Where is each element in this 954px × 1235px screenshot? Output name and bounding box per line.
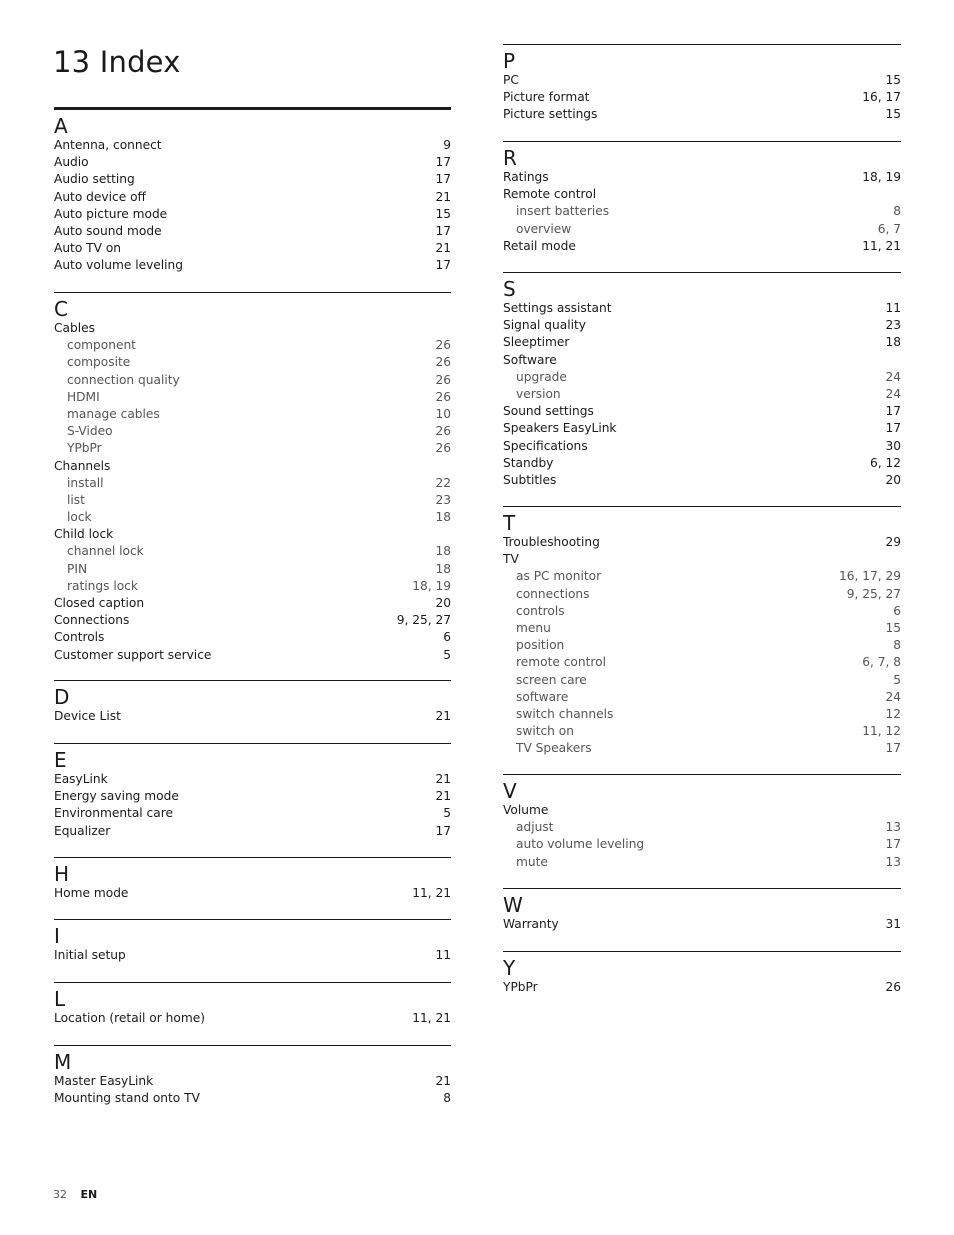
index-subentry [54, 389, 451, 406]
index-section-h [54, 857, 451, 902]
index-subentry [503, 836, 901, 853]
index-subentry [54, 561, 451, 578]
entry-pages: 24 [885, 369, 901, 384]
entry-pages: 13 [885, 820, 901, 835]
entry-label: Subtitles [503, 472, 557, 487]
index-entry [503, 300, 901, 317]
index-section-t [503, 506, 901, 757]
index-entry [503, 403, 901, 420]
index-entry [54, 947, 451, 964]
entry-label: Standby [503, 455, 554, 470]
entry-label: Initial setup [54, 948, 126, 962]
entry-pages: 17 [885, 404, 901, 419]
index-subentry [54, 337, 451, 354]
entry-label: Signal quality [503, 318, 587, 333]
index-entry [503, 352, 901, 369]
entry-pages: 6, 7, 8 [862, 655, 901, 670]
section-divider [503, 506, 901, 507]
section-divider [54, 292, 451, 293]
index-entry [503, 472, 901, 489]
entry-label: Equalizer [54, 823, 111, 838]
index-entry [54, 171, 451, 188]
entry-label: Cables [54, 321, 95, 335]
entry-label: Auto picture mode [54, 206, 168, 221]
index-subentry [503, 672, 901, 689]
entry-label: ratings lock [67, 578, 138, 593]
index-entry [54, 805, 451, 822]
index-entry [54, 206, 451, 223]
index-entry [503, 802, 901, 819]
index-subentry [503, 568, 901, 585]
entry-pages: 18 [435, 510, 451, 525]
entry-pages: 9, 25, 27 [846, 586, 901, 601]
entry-label: EasyLink [54, 772, 108, 786]
index-subentry [503, 603, 901, 620]
index-section-c [54, 292, 451, 664]
entry-pages: 11, 21 [862, 238, 901, 253]
entry-label: Auto volume leveling [54, 258, 184, 273]
index-subentry [503, 654, 901, 671]
entry-pages: 12 [885, 706, 901, 721]
index-entry [54, 1010, 451, 1027]
entry-label: PC [503, 73, 519, 87]
entry-label: Home mode [54, 886, 129, 900]
entry-pages: 17 [435, 258, 451, 273]
entry-pages: 26 [435, 372, 451, 387]
index-subentry [54, 372, 451, 389]
section-letter: Y [503, 956, 516, 980]
index-entry [54, 458, 451, 475]
entry-label: Closed caption [54, 596, 145, 610]
entry-label: TV Speakers [516, 741, 592, 756]
entry-label: component [67, 338, 136, 353]
entry-label: list [67, 492, 85, 507]
index-entry [503, 238, 901, 255]
index-entry [503, 89, 901, 106]
entry-pages: 26 [435, 389, 451, 404]
index-entry [54, 526, 451, 543]
entry-pages: 17 [435, 823, 451, 838]
index-entry [503, 317, 901, 334]
language-code: EN [80, 1188, 98, 1201]
entry-label: Energy saving mode [54, 789, 179, 804]
entry-label: screen care [516, 672, 587, 687]
entry-pages: 15 [885, 73, 901, 87]
entry-pages: 8 [893, 638, 901, 653]
entry-label: mute [516, 854, 548, 869]
entry-label: overview [516, 221, 572, 236]
entry-label: install [67, 475, 104, 490]
index-subentry [503, 369, 901, 386]
section-divider [503, 951, 901, 952]
entry-pages: 9, 25, 27 [396, 613, 451, 628]
index-section-a [54, 107, 451, 275]
section-letter: L [54, 987, 66, 1011]
section-divider [54, 680, 451, 681]
entry-label: Audio [54, 155, 89, 170]
section-divider [503, 272, 901, 273]
entry-pages: 20 [885, 472, 901, 487]
entry-label: PIN [67, 561, 88, 576]
index-subentry [503, 854, 901, 871]
section-letter: S [503, 277, 516, 301]
section-divider [54, 919, 451, 920]
index-entry [54, 1090, 451, 1107]
entry-label: Audio setting [54, 172, 135, 187]
index-entry [503, 186, 901, 203]
entry-pages: 15 [885, 620, 901, 635]
section-letter: M [54, 1050, 72, 1074]
entry-pages: 5 [443, 806, 451, 821]
entry-pages: 21 [435, 772, 451, 786]
entry-pages: 10 [435, 406, 451, 421]
index-subentry [503, 203, 901, 220]
entry-label: software [516, 689, 569, 704]
entry-pages: 24 [885, 386, 901, 401]
entry-pages: 21 [435, 1074, 451, 1088]
index-entry [54, 189, 451, 206]
index-entry [54, 240, 451, 257]
index-entry [54, 771, 451, 788]
entry-label: Settings assistant [503, 301, 612, 315]
entry-label: Auto device off [54, 189, 146, 204]
entry-label: switch on [516, 724, 574, 739]
index-entry [503, 916, 901, 933]
entry-label: Sound settings [503, 404, 594, 419]
entry-pages: 18, 19 [412, 578, 451, 593]
entry-label: auto volume leveling [516, 837, 645, 852]
index-entry [54, 788, 451, 805]
page-title [53, 44, 181, 80]
entry-label: Child lock [54, 527, 114, 542]
index-entry [54, 629, 451, 646]
entry-label: Volume [503, 803, 549, 817]
entry-pages: 15 [885, 107, 901, 122]
entry-label: Auto TV on [54, 241, 122, 256]
entry-label: manage cables [67, 406, 160, 421]
entry-label: Ratings [503, 170, 549, 184]
entry-label: Remote control [503, 187, 597, 202]
entry-pages: 21 [435, 709, 451, 723]
entry-label: Antenna, connect [54, 138, 162, 152]
entry-label: Picture settings [503, 107, 598, 122]
index-entry [54, 1073, 451, 1090]
index-entry [54, 612, 451, 629]
index-section-e [54, 743, 451, 840]
index-subentry [54, 406, 451, 423]
index-entry [54, 257, 451, 274]
entry-label: as PC monitor [516, 569, 602, 584]
entry-pages: 16, 17 [862, 90, 901, 105]
entry-label: connections [516, 586, 590, 601]
entry-pages: 6 [443, 630, 451, 645]
entry-label: YPbPr [503, 980, 538, 994]
entry-label: composite [67, 355, 131, 370]
index-entry [54, 137, 451, 154]
section-divider [54, 982, 451, 983]
entry-pages: 17 [435, 155, 451, 170]
entry-pages: 18 [435, 561, 451, 576]
entry-label: Customer support service [54, 647, 212, 662]
entry-label: S-Video [67, 424, 113, 439]
index-subentry [54, 578, 451, 595]
entry-pages: 17 [885, 741, 901, 756]
index-section-l [54, 982, 451, 1027]
index-section-p [503, 44, 901, 124]
section-letter: E [54, 748, 67, 772]
index-subentry [503, 819, 901, 836]
index-entry [54, 320, 451, 337]
index-subentry [503, 740, 901, 757]
entry-pages: 16, 17, 29 [838, 569, 901, 584]
section-letter: H [54, 862, 70, 886]
entry-label: YPbPr [67, 441, 102, 456]
entry-pages: 6 [893, 603, 901, 618]
entry-label: Speakers EasyLink [503, 421, 617, 436]
entry-pages: 11 [435, 948, 451, 962]
index-subentry [503, 620, 901, 637]
index-subentry [503, 637, 901, 654]
section-letter: A [54, 114, 68, 138]
entry-label: Device List [54, 709, 121, 723]
entry-pages: 17 [885, 837, 901, 852]
section-divider [503, 44, 901, 45]
entry-pages: 8 [893, 204, 901, 219]
index-subentry [503, 386, 901, 403]
entry-label: Specifications [503, 438, 588, 453]
entry-pages: 11, 12 [862, 724, 901, 739]
entry-label: adjust [516, 820, 554, 835]
chapter-number: 13 [53, 45, 91, 79]
entry-pages: 18 [435, 544, 451, 559]
entry-label: Channels [54, 458, 111, 473]
entry-label: Warranty [503, 917, 559, 931]
entry-pages: 17 [435, 223, 451, 238]
entry-label: lock [67, 510, 92, 525]
index-subentry [54, 475, 451, 492]
index-section-v [503, 774, 901, 871]
index-subentry [503, 586, 901, 603]
entry-label: controls [516, 603, 565, 618]
entry-pages: 9 [443, 138, 451, 152]
entry-label: version [516, 386, 561, 401]
section-letter: I [54, 924, 60, 948]
page-footer [53, 1188, 97, 1201]
index-entry [503, 455, 901, 472]
entry-label: Software [503, 352, 557, 367]
index-entry [503, 979, 901, 996]
entry-label: Location (retail or home) [54, 1011, 205, 1025]
entry-pages: 26 [435, 355, 451, 370]
index-subentry [503, 689, 901, 706]
section-divider [54, 1045, 451, 1046]
index-entry [54, 154, 451, 171]
entry-pages: 30 [885, 438, 901, 453]
entry-label: insert batteries [516, 204, 610, 219]
index-entry [503, 106, 901, 123]
index-entry [54, 708, 451, 725]
chapter-title: Index [99, 45, 181, 79]
entry-pages: 31 [885, 917, 901, 931]
section-divider [54, 107, 451, 110]
entry-label: Environmental care [54, 806, 173, 821]
index-section-r [503, 141, 901, 255]
section-letter: W [503, 893, 523, 917]
entry-pages: 18 [885, 335, 901, 350]
entry-pages: 29 [885, 535, 901, 549]
entry-label: Master EasyLink [54, 1074, 154, 1088]
entry-pages: 22 [435, 475, 451, 490]
index-entry [54, 647, 451, 664]
entry-label: position [516, 638, 565, 653]
index-entry [54, 595, 451, 612]
entry-pages: 13 [885, 854, 901, 869]
entry-label: menu [516, 620, 551, 635]
entry-pages: 11, 21 [412, 1011, 451, 1025]
index-entry [503, 551, 901, 568]
entry-pages: 24 [885, 689, 901, 704]
section-divider [54, 743, 451, 744]
entry-pages: 21 [435, 241, 451, 256]
entry-label: TV [503, 552, 519, 567]
entry-pages: 11, 21 [412, 886, 451, 900]
entry-label: Sleeptimer [503, 335, 570, 350]
index-subentry [503, 221, 901, 238]
entry-label: HDMI [67, 389, 100, 404]
index-section-s [503, 272, 901, 489]
entry-label: Picture format [503, 90, 590, 105]
entry-pages: 5 [443, 647, 451, 662]
section-letter: R [503, 146, 517, 170]
index-entry [503, 534, 901, 551]
entry-pages: 17 [435, 172, 451, 187]
entry-pages: 11 [885, 301, 901, 315]
section-letter: V [503, 779, 517, 803]
index-entry [503, 420, 901, 437]
entry-label: Retail mode [503, 238, 576, 253]
index-subentry [54, 354, 451, 371]
section-letter: P [503, 49, 516, 73]
index-section-w [503, 888, 901, 933]
entry-pages: 6, 12 [869, 455, 901, 470]
index-section-d [54, 680, 451, 725]
page-number: 32 [53, 1188, 67, 1201]
entry-pages: 15 [435, 206, 451, 221]
entry-label: Controls [54, 630, 105, 645]
index-entry [503, 334, 901, 351]
index-subentry [54, 423, 451, 440]
entry-label: remote control [516, 655, 606, 670]
index-entry [503, 438, 901, 455]
index-subentry [54, 509, 451, 526]
entry-pages: 23 [885, 318, 901, 333]
section-divider [54, 857, 451, 858]
index-subentry [503, 723, 901, 740]
index-section-i [54, 919, 451, 964]
index-entry [54, 823, 451, 840]
index-subentry [503, 706, 901, 723]
index-entry [503, 72, 901, 89]
entry-label: Connections [54, 613, 130, 628]
entry-pages: 8 [443, 1091, 451, 1106]
entry-pages: 21 [435, 789, 451, 804]
index-subentry [54, 440, 451, 457]
section-letter: C [54, 297, 68, 321]
entry-pages: 26 [435, 424, 451, 439]
entry-pages: 26 [435, 441, 451, 456]
index-section-m [54, 1045, 451, 1107]
entry-label: connection quality [67, 372, 180, 387]
entry-pages: 6, 7 [877, 221, 901, 236]
entry-pages: 18, 19 [862, 170, 901, 184]
entry-label: channel lock [67, 544, 144, 559]
entry-label: switch channels [516, 706, 614, 721]
section-divider [503, 141, 901, 142]
section-divider [503, 888, 901, 889]
index-entry [54, 885, 451, 902]
section-letter: D [54, 685, 70, 709]
section-divider [503, 774, 901, 775]
entry-pages: 20 [435, 596, 451, 610]
section-letter: T [503, 511, 516, 535]
index-subentry [54, 492, 451, 509]
entry-pages: 17 [885, 421, 901, 436]
entry-pages: 26 [885, 980, 901, 994]
entry-pages: 23 [435, 492, 451, 507]
entry-label: Mounting stand onto TV [54, 1091, 200, 1106]
entry-label: Auto sound mode [54, 223, 162, 238]
entry-pages: 5 [893, 672, 901, 687]
index-entry [54, 223, 451, 240]
index-section-y [503, 951, 901, 996]
entry-label: Troubleshooting [503, 535, 600, 549]
entry-pages: 26 [435, 338, 451, 353]
entry-label: upgrade [516, 369, 567, 384]
entry-pages: 21 [435, 189, 451, 204]
index-entry [503, 169, 901, 186]
index-subentry [54, 543, 451, 560]
